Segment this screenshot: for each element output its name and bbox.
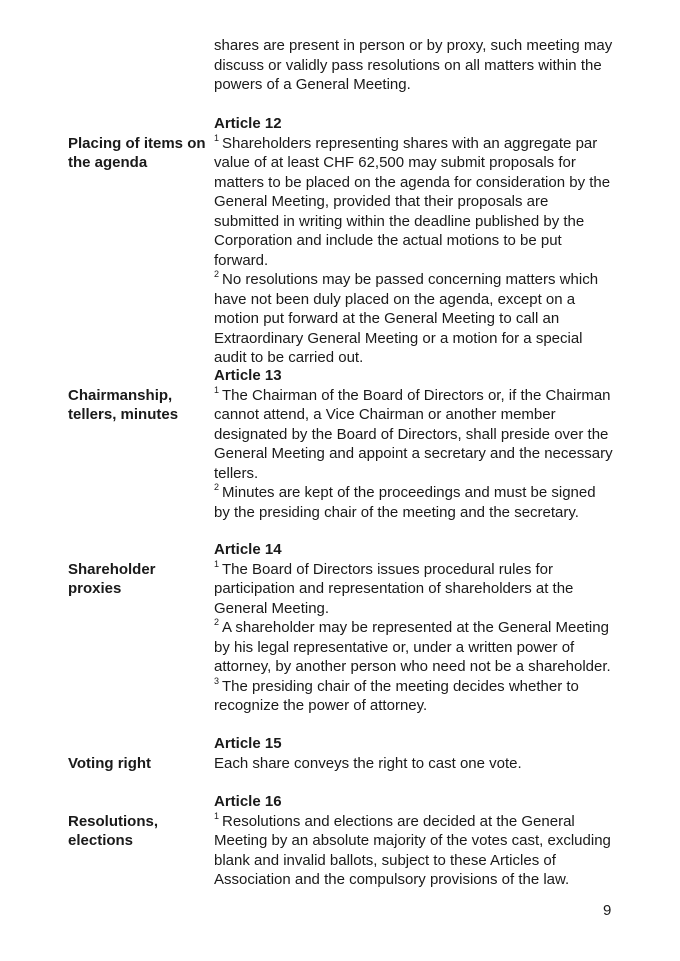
article-14-para-2 [214,618,614,677]
article-13-para-2 [214,483,614,522]
article-14-heading: Article 14 [214,541,282,558]
side-heading-article-16: Resolutions, elections [68,812,159,849]
article-16-body [214,792,614,890]
para-text: Resolutions and elections are decided at the General Meeting by an absolute majority of the votes cast, excluding blank and invalid ballots, subject to these Articles of Association and the compulsory provisions of the law. [214,812,611,888]
para-text: A shareholder may be represented at the General Meeting by his legal representative or, under a written power of attorney, by another person who need not be a shareholder. [214,619,611,675]
side-heading-article-13: Chairmanship, tellers, minutes [68,386,179,423]
article-14-para-3 [214,677,614,716]
article-13-para-1 [214,386,614,484]
article-15-para-1 [214,754,614,774]
para-text: Shareholders representing shares with an aggregate par value of at least CHF 62,500 may submit proposals for matters to be placed on the agenda for consideration by the General Meeting, provided that their proposals are submitted in writing within the deadline published by the Corporation and include the actual motions to be put forward. [214,134,611,269]
side-heading-article-15: Voting right [68,754,152,772]
article-13-heading: Article 13 [214,367,282,384]
side-heading-article-14: Shareholder proxies [68,560,156,597]
article-15-body [214,734,614,773]
para-text: The presiding chair of the meeting decides whether to recognize the power of attorney. [214,677,579,714]
article-12-para-2 [214,270,614,368]
para-text: No resolutions may be passed concerning matters which have not been duly placed on the agenda, except on a motion put forward at the General Meeting to call an Extraordinary General Meeting or a motion for a special audit to be carried out. [214,271,599,366]
para-number: 1 [214,558,220,569]
article-15-heading: Article 15 [214,735,282,752]
para-number: 2 [214,482,220,492]
article-14-body [214,540,614,716]
article-16-para-1 [214,812,614,890]
article-16-heading: Article 16 [214,793,282,810]
page-number: 9 [603,902,612,919]
para-text: Each share conveys the right to cast one vote. [214,754,522,772]
side-heading-article-12: Placing of items on the agenda [68,134,206,171]
article-12-para-1 [214,134,614,271]
para-text: Minutes are kept of the proceedings and must be signed by the presiding chair of the meeting and the secretary. [214,484,596,521]
article-12-body [214,114,614,368]
intro-paragraph: shares are present in person or by proxy, such meeting may discuss or validly pass resolutions on all matters within the powers of a General Meeting. [214,37,613,93]
para-number: 2 [214,269,220,279]
article-13-body [214,366,614,522]
para-number: 1 [214,132,220,143]
para-text: The Board of Directors issues procedural rules for participation and representation of shareholders at the General Meeting. [214,560,574,617]
para-text: The Chairman of the Board of Directors or, if the Chairman cannot attend, a Vice Chairman or another member designated by the Board of Directors, shall preside over the General Meeting and appoint a secretary and the necessary tellers. [214,386,613,482]
para-number: 2 [214,617,220,627]
para-number: 1 [214,384,220,395]
para-number: 3 [214,675,220,686]
para-number: 1 [214,810,220,821]
article-12-heading: Article 12 [214,115,282,132]
article-14-para-1 [214,560,614,619]
